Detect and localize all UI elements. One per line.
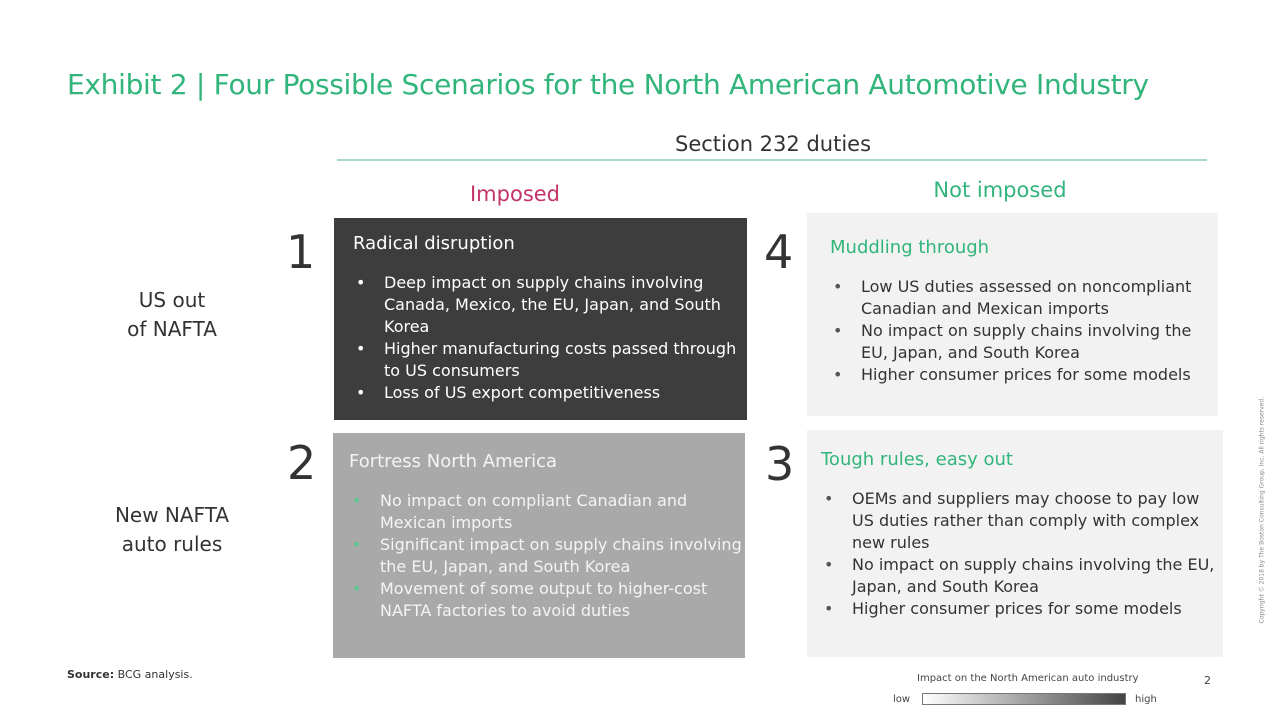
scenario-bullets	[830, 276, 1218, 386]
bullet-item: • OEMs and suppliers may choose to pay low US duties rather than comply with complex new rules	[821, 488, 1223, 554]
scenario-number-1: 1	[286, 225, 316, 279]
row-label-line: US out	[138, 288, 206, 312]
row-label-line: of NAFTA	[127, 317, 217, 341]
scenario-number-2: 2	[287, 436, 317, 490]
bullet-item: • Low US duties assessed on noncompliant Canadian and Mexican imports	[830, 276, 1218, 320]
source-label: Source:	[67, 668, 115, 681]
row-label-new-nafta-auto-rules	[97, 501, 247, 559]
column-header-not-imposed: Not imposed	[933, 178, 1067, 202]
scenario-bullets	[821, 488, 1223, 620]
bullet-item: • Movement of some output to higher-cost NAFTA factories to avoid duties	[349, 578, 745, 622]
legend-gradient-bar	[922, 693, 1126, 705]
legend-title: Impact on the North American auto industry	[917, 673, 1139, 684]
section-divider-line	[337, 159, 1207, 161]
row-label-us-out-of-nafta	[97, 286, 247, 344]
scenario-box-fortress-north-america	[333, 433, 745, 658]
exhibit-title: Exhibit 2 | Four Possible Scenarios for the North American Automotive Industry	[67, 68, 1149, 101]
source-text: BCG analysis.	[117, 668, 193, 681]
bullet-item: • No impact on supply chains involving the EU, Japan, and South Korea	[830, 320, 1218, 364]
scenario-title: Tough rules, easy out	[821, 449, 1013, 470]
bullet-item: • No impact on supply chains involving the EU, Japan, and South Korea	[821, 554, 1223, 598]
column-header-imposed: Imposed	[469, 182, 561, 206]
bullet-item: • Significant impact on supply chains involving the EU, Japan, and South Korea	[349, 534, 745, 578]
copyright-notice: Copyright © 2018 by The Boston Consulting Group, Inc. All rights reserved.	[1258, 396, 1266, 624]
row-label-line: New NAFTA	[114, 503, 230, 527]
scenario-title: Muddling through	[830, 237, 990, 258]
scenario-number-3: 3	[765, 437, 795, 491]
source-note	[67, 668, 193, 681]
row-label-line: auto rules	[121, 532, 223, 556]
legend-high-label: high	[1135, 694, 1157, 705]
bullet-item: • Higher manufacturing costs passed through to US consumers	[353, 338, 747, 382]
scenario-box-muddling-through	[807, 213, 1218, 416]
bullet-item: • Higher consumer prices for some models	[821, 598, 1223, 620]
legend-low-label: low	[893, 694, 911, 705]
bullet-item: • Deep impact on supply chains involving Canada, Mexico, the EU, Japan, and South Korea	[353, 272, 747, 338]
bullet-item: • Loss of US export competitiveness	[353, 382, 747, 404]
scenario-title: Fortress North America	[349, 451, 558, 472]
section-232-label: Section 232 duties	[674, 132, 872, 156]
page-number: 2	[1204, 674, 1211, 687]
scenario-title: Radical disruption	[353, 233, 515, 254]
scenario-number-4: 4	[764, 225, 794, 279]
scenario-bullets	[349, 490, 745, 622]
bullet-item: • No impact on compliant Canadian and Mexican imports	[349, 490, 745, 534]
scenario-bullets	[353, 272, 747, 404]
scenario-box-tough-rules-easy-out	[807, 430, 1223, 657]
scenario-box-radical-disruption	[334, 218, 747, 420]
bullet-item: • Higher consumer prices for some models	[830, 364, 1218, 386]
